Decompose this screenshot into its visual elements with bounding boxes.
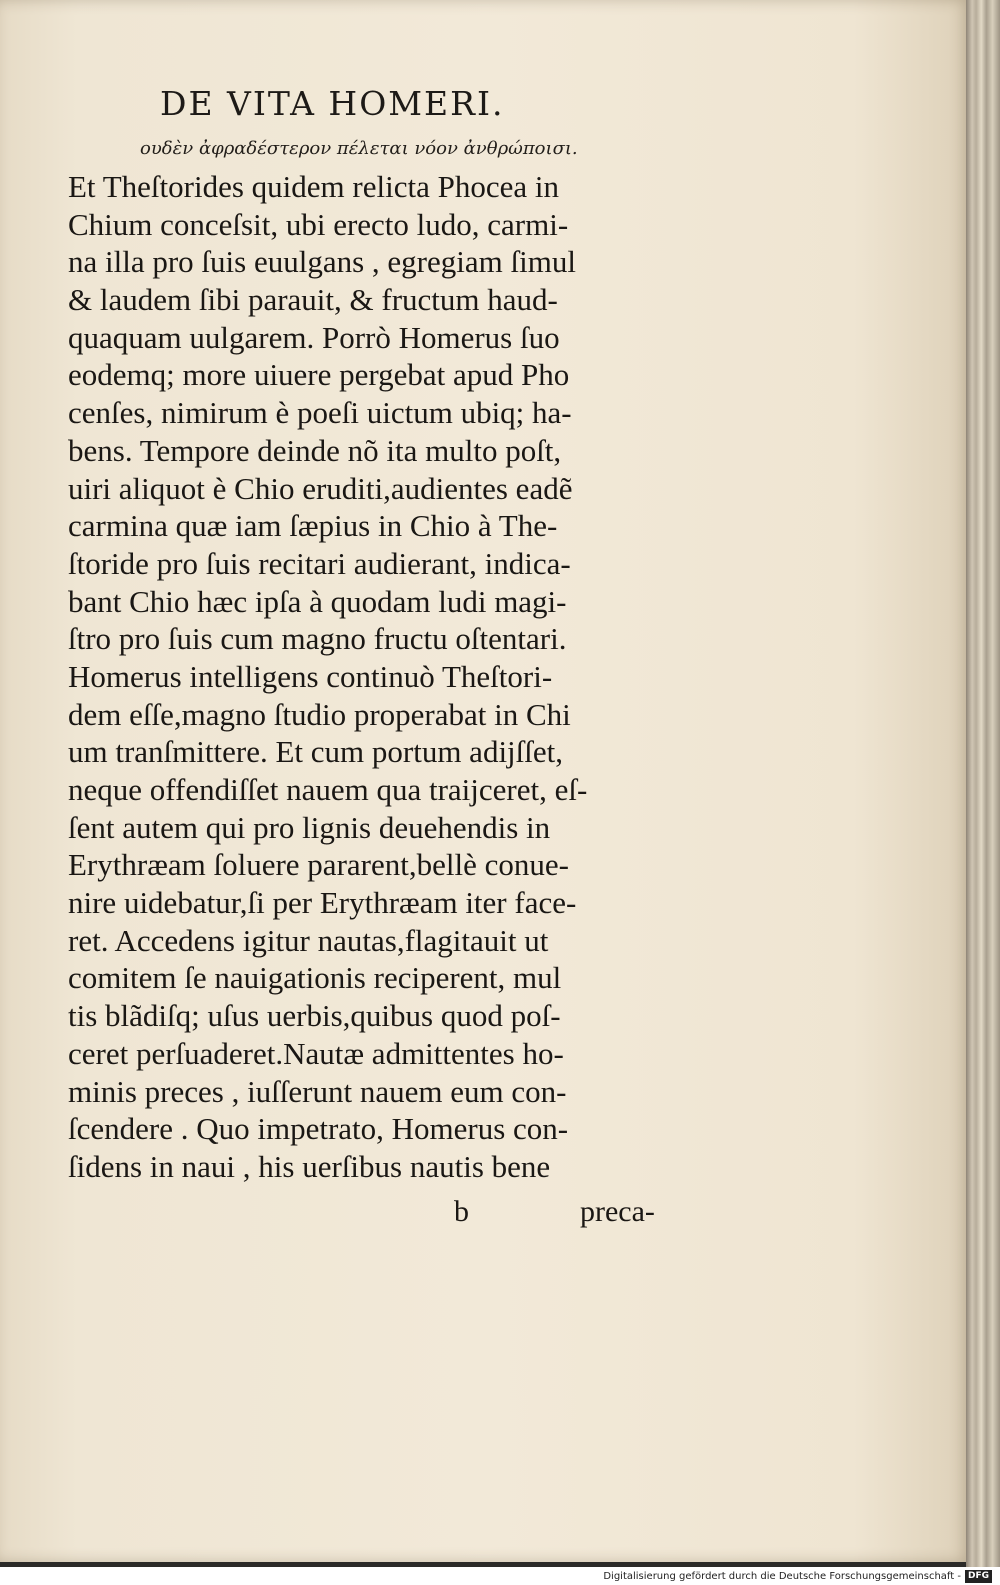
signature-mark: b (454, 1195, 469, 1228)
text-line: nire uidebatur,ſi per Erythræam iter face- (68, 885, 577, 921)
text-line: comitem ſe nauigationis reciperent, mul (68, 960, 562, 996)
text-line: Et Theſtorides quidem relicta Phocea in (68, 169, 559, 204)
text-line: minis preces , iuſſerunt nauem eum con- (68, 1073, 567, 1109)
text-line: na illa pro ſuis euulgans , egregiam ſimul (68, 244, 576, 280)
text-line: quaquam uulgarem. Porrò Homerus ſuo (68, 319, 560, 355)
text-line: & laudem ſibi parauit, & fructum haud- (68, 282, 558, 318)
body-text (68, 168, 698, 1186)
catchword: preca- (580, 1195, 655, 1228)
text-line: bens. Tempore deinde nõ ita multo poſt, (68, 432, 562, 468)
dfg-logo-icon: DFG (965, 1570, 992, 1583)
text-line: uiri aliquot è Chio eruditi,audientes eadẽ (68, 470, 573, 506)
text-line: neque offendiſſet nauem qua traijceret, eſ- (68, 772, 588, 807)
footer-credit: Digitalisierung gefördert durch die Deutsche Forschungsgemeinschaft - (603, 1571, 961, 1582)
text-line: um tranſmittere. Et cum portum adijſſet, (68, 734, 564, 770)
running-head: DE VITA HOMERI. (160, 84, 505, 123)
text-line: ſcendere . Quo impetrato, Homerus con- (68, 1111, 569, 1147)
page-stack-edge (966, 0, 1000, 1567)
catchline (0, 1195, 970, 1231)
text-line: eodemq; more uiuere pergebat apud Pho (68, 357, 570, 393)
text-line: tis blãdiſq; uſus uerbis,quibus quod poſ- (68, 998, 561, 1034)
greek-verse-line: ουδὲν ἀφραδέστερον πέλεται νόον ἀνθρώποισι. (140, 138, 578, 159)
text-line: Chium conceſsit, ubi erecto ludo, carmi- (68, 206, 569, 242)
text-line: dem eſſe,magno ſtudio properabat in Chi (68, 696, 571, 732)
text-line: Erythræam ſoluere pararent,bellè conue- (68, 847, 569, 883)
text-line: carmina quæ iam ſæpius in Chio à The- (68, 508, 558, 544)
text-line: bant Chio hæc ipſa à quodam ludi magi- (68, 583, 567, 619)
text-line: Homerus intelligens continuò Theſtori- (68, 658, 553, 694)
text-line: ſtro pro ſuis cum magno fructu oſtentari. (68, 621, 567, 657)
text-line: cenſes, nimirum è poeſi uictum ubiq; ha- (68, 395, 572, 431)
digitization-footer (603, 1568, 992, 1585)
text-line: ſidens in naui , his uerſibus nautis bene (68, 1148, 551, 1184)
text-line: ceret perſuaderet.Nautæ admittentes ho- (68, 1035, 564, 1071)
text-line: ret. Accedens igitur nautas,flagitauit ut (68, 922, 549, 958)
text-line: ſent autem qui pro lignis deuehendis in (68, 809, 551, 845)
text-line: ſtoride pro ſuis recitari audierant, indica- (68, 545, 571, 581)
